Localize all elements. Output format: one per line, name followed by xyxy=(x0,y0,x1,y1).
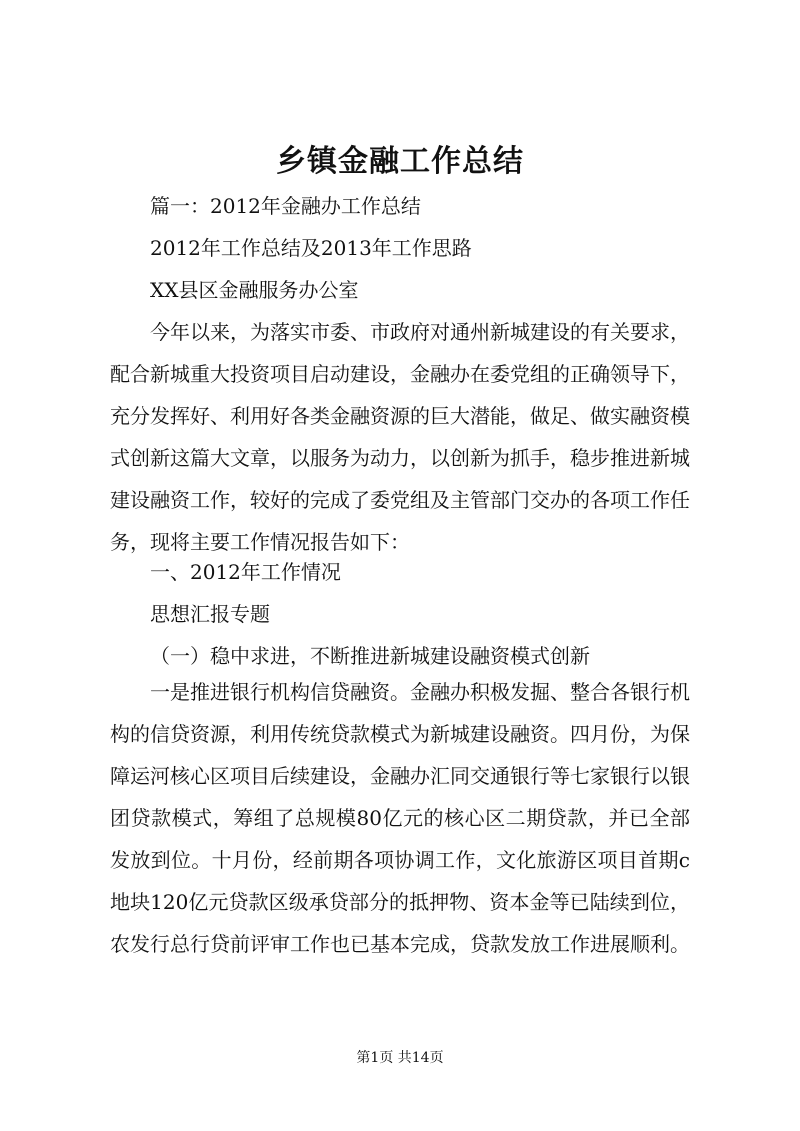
section-heading: 一、2012年工作情况 xyxy=(150,560,341,584)
office-name: XX县区金融服务办公室 xyxy=(150,278,359,302)
subsection-heading: （一）稳中求进，不断推进新城建设融资模式创新 xyxy=(150,644,590,668)
body-paragraph: 一是推进银行机构信贷融资。金融办积极发掘、整合各银行机构的信贷资源，利用传统贷款模式为新城建设融资。四月份，为保障运河核心区项目后续建设，金融办汇同交通银行等七家银行以银团贷款模式，筹组了总规模80亿元的核心区二期贷款，并已全部发放到位。十月份，经前期各项协调工作，文化旅游区项目首期c地块120亿元贷款区级承贷部分的抵押物、资本金等已陆续到位，农发行总行贷前评审工作也已基本完成，贷款发放工作进展顺利。 xyxy=(110,680,690,956)
document-title: 乡镇金融工作总结 xyxy=(276,144,524,179)
report-title: 2012年工作总结及2013年工作思路 xyxy=(150,236,472,260)
topic-heading: 思想汇报专题 xyxy=(150,602,270,626)
page-footer: 第1页 共14页 xyxy=(356,1050,444,1066)
section-subtitle: 篇一：2012年金融办工作总结 xyxy=(150,194,421,218)
intro-paragraph: 今年以来，为落实市委、市政府对通州新城建设的有关要求，配合新城重大投资项目启动建设，金融办在委党组的正确领导下，充分发挥好、利用好各类金融资源的巨大潜能，做足、做实融资模式创新这篇大文章，以服务为动力，以创新为抓手，稳步推进新城建设融资工作，较好的完成了委党组及主管部门交办的各项工作任务，现将主要工作情况报告如下： xyxy=(110,320,690,554)
